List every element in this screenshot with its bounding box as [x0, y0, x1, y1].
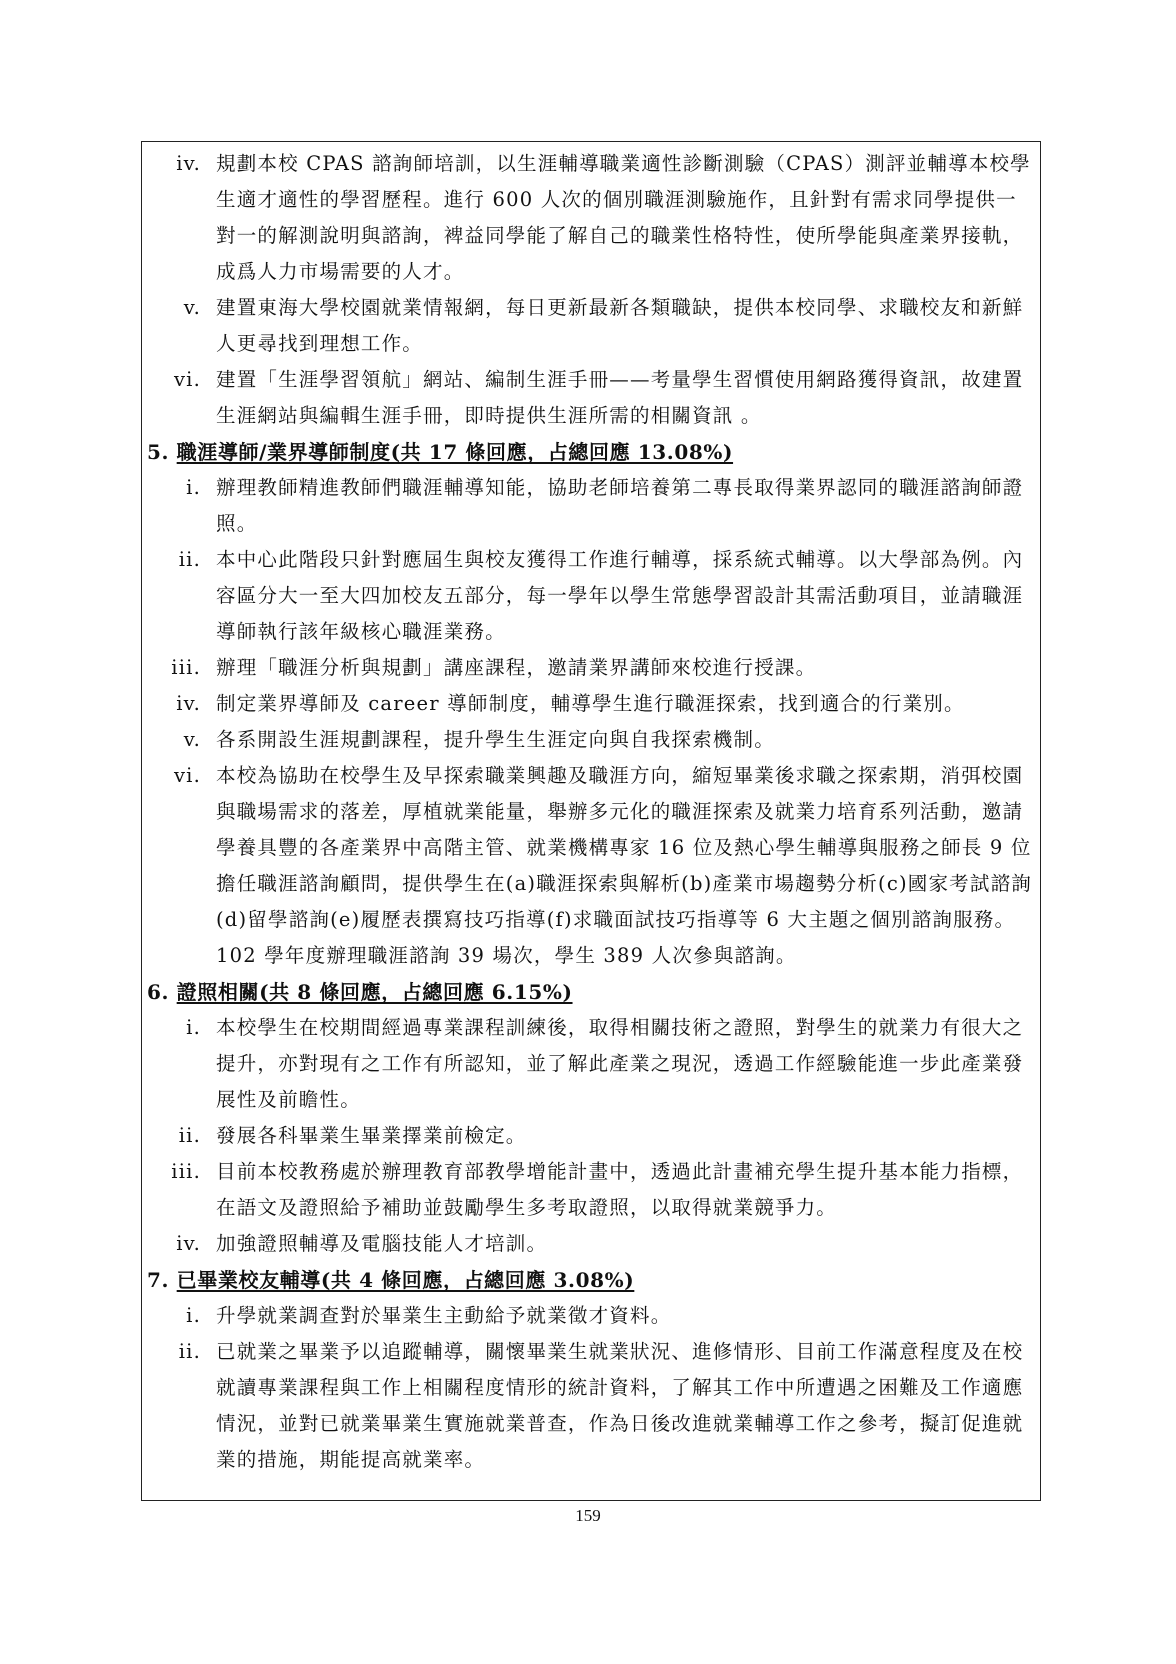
section-heading-6 [147, 974, 1036, 1010]
item-text: 已就業之畢業予以追蹤輔導，關懷畢業生就業狀況、進修情形、目前工作滿意程度及在校就讀專業課程與工作上相關程度情形的統計資料，了解其工作中所遭遇之困難及工作適應情況，並對已就業畢業生實施就業普查，作為日後改進就業輔導工作之參考，擬訂促進就業的措施，期能提高就業率。 [216, 1340, 1024, 1471]
section-number: 5. [147, 440, 170, 464]
list-item [147, 290, 1036, 362]
section-heading-7 [147, 1262, 1036, 1298]
item-number: vi. [173, 368, 201, 391]
item-text: 本校學生在校期間經過專業課程訓練後，取得相關技術之證照，對學生的就業力有很大之提升，亦對現有之工作有所認知，並了解此產業之現況，透過工作經驗能進一步此產業發展性及前瞻性。 [216, 1016, 1024, 1111]
item-text: 辦理「職涯分析與規劃」講座課程，邀請業界講師來校進行授課。 [216, 656, 817, 679]
item-text: 建置「生涯學習領航」網站、編制生涯手冊——考量學生習慣使用網路獲得資訊，故建置生涯網站與編輯生涯手冊，即時提供生涯所需的相關資訊 。 [216, 368, 1024, 427]
item-number: iv. [176, 692, 201, 715]
list-item [147, 650, 1036, 686]
list-item [147, 146, 1036, 290]
item-number: i. [186, 476, 201, 499]
list-item [147, 1298, 1036, 1334]
item-text: 各系開設生涯規劃課程，提升學生生涯定向與自我探索機制。 [216, 728, 775, 751]
item-number: iii. [171, 1160, 201, 1183]
item-text: 規劃本校 CPAS 諮詢師培訓，以生涯輔導職業適性診斷測驗（CPAS）測評並輔導本校學生適才適性的學習歷程。進行 600 人次的個別職涯測驗施作，且針對有需求同學提供一對一的解測說明與諮詢，裨益同學能了解自己的職業性格特性，使所學能與產業界接軌，成爲人力市場需要的人才。 [216, 152, 1031, 283]
content-body [147, 146, 1036, 1478]
item-number: ii. [178, 548, 201, 571]
list-item [147, 722, 1036, 758]
list-item [147, 1334, 1036, 1478]
item-number: v. [183, 296, 201, 319]
section-title: 職涯導師/業界導師制度(共 17 條回應，占總回應 13.08%) [176, 440, 734, 464]
list-item [147, 1226, 1036, 1262]
list-item [147, 686, 1036, 722]
list-item [147, 362, 1036, 434]
item-number: v. [183, 728, 201, 751]
item-text: 升學就業調查對於畢業生主動給予就業徵才資料。 [216, 1304, 672, 1327]
list-item [147, 542, 1036, 650]
item-text: 制定業界導師及 career 導師制度，輔導學生進行職涯探索，找到適合的行業別。 [216, 692, 965, 715]
section-title: 已畢業校友輔導(共 4 條回應，占總回應 3.08%) [176, 1268, 635, 1292]
item-number: ii. [178, 1124, 201, 1147]
item-number: i. [186, 1304, 201, 1327]
list-item [147, 1154, 1036, 1226]
item-number: i. [186, 1016, 201, 1039]
item-number: iii. [171, 656, 201, 679]
item-text: 加強證照輔導及電腦技能人才培訓。 [216, 1232, 548, 1255]
list-item [147, 470, 1036, 542]
section-number: 7. [147, 1268, 170, 1292]
item-number: ii. [178, 1340, 201, 1363]
section-heading-5 [147, 434, 1036, 470]
page-number: 159 [575, 1506, 601, 1525]
section-number: 6. [147, 980, 170, 1004]
item-number: iv. [176, 152, 201, 175]
item-text: 目前本校教務處於辦理教育部教學增能計畫中，透過此計畫補充學生提升基本能力指標，在語文及證照給予補助並鼓勵學生多考取證照，以取得就業競爭力。 [216, 1160, 1024, 1219]
item-text: 本中心此階段只針對應屆生與校友獲得工作進行輔導，採系統式輔導。以大學部為例。內容區分大一至大四加校友五部分，每一學年以學生常態學習設計其需活動項目，並請職涯導師執行該年級核心職涯業務。 [216, 548, 1024, 643]
item-text: 本校為協助在校學生及早探索職業興趣及職涯方向，縮短畢業後求職之探索期，消弭校園與職場需求的落差，厚植就業能量，舉辦多元化的職涯探索及就業力培育系列活動，邀請學養具豐的各產業界中高階主管、就業機構專家 16 位及熱心學生輔導與服務之師長 9 位擔任職涯諮詢顧問，提供學生在(a)職涯探索與解析(b)產業市場趨勢分析(c)國家考試諮詢(d)留學諮詢(e)履歷表撰寫技巧指導(f)求職面試技巧指導等 6 大主題之個別諮詢服務。102 學年度辦理職涯諮詢 39 場次，學生 389 人次參與諮詢。 [216, 764, 1032, 967]
list-item [147, 1118, 1036, 1154]
list-item [147, 1010, 1036, 1118]
item-number: iv. [176, 1232, 201, 1255]
item-text: 辦理教師精進教師們職涯輔導知能，協助老師培養第二專長取得業界認同的職涯諮詢師證照。 [216, 476, 1024, 535]
section-title: 證照相關(共 8 條回應，占總回應 6.15%) [176, 980, 573, 1004]
content-frame [141, 141, 1041, 1501]
item-number: vi. [173, 764, 201, 787]
item-text: 建置東海大學校園就業情報網，每日更新最新各類職缺，提供本校同學、求職校友和新鮮人更尋找到理想工作。 [216, 296, 1024, 355]
item-text: 發展各科畢業生畢業擇業前檢定。 [216, 1124, 527, 1147]
list-item [147, 758, 1036, 974]
